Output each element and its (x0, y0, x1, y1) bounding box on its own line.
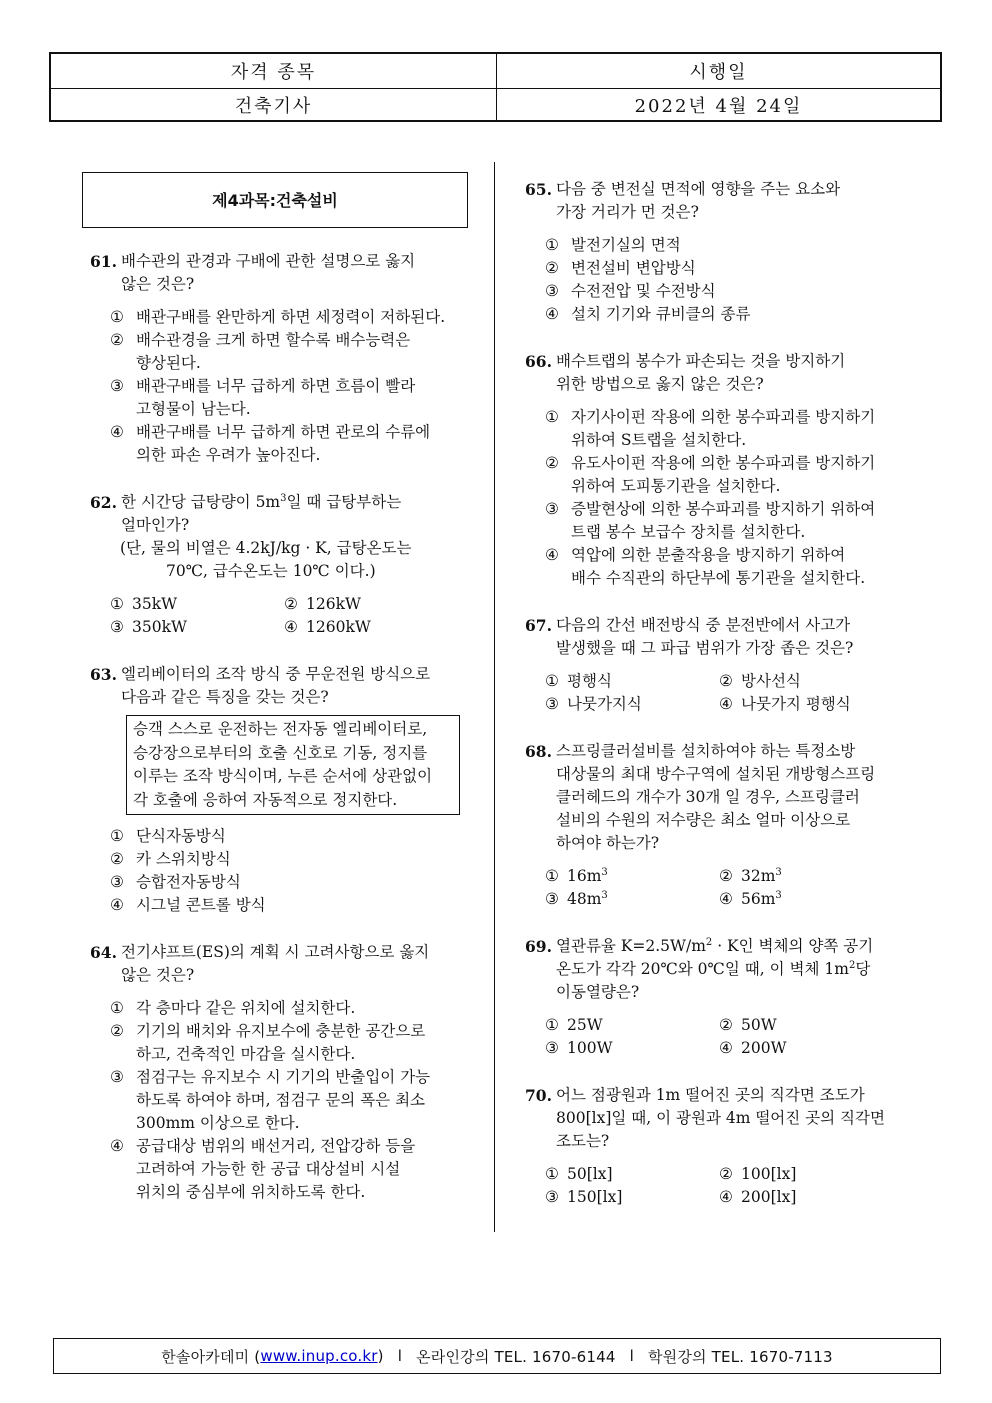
question-condition (90, 537, 480, 583)
option (545, 452, 925, 498)
option (545, 693, 719, 716)
option-text: 고형물이 남는다. (136, 400, 251, 418)
description-line: 승강장으로부터의 호출 신호로 기동, 정지를 (133, 743, 428, 762)
academy-name: 한솔아카데미 ( (161, 1347, 261, 1366)
option-marker: ① (545, 672, 559, 690)
option (110, 375, 480, 421)
option (719, 1186, 899, 1209)
option (719, 1014, 899, 1037)
option (545, 1163, 719, 1186)
option (719, 693, 899, 716)
question-number: 63. (90, 665, 117, 684)
option-marker: ④ (110, 423, 124, 441)
option-text: 16m (567, 867, 602, 885)
option (110, 1066, 480, 1135)
option-list (90, 306, 480, 467)
option-marker: ③ (110, 618, 124, 636)
option-list (90, 825, 480, 917)
option-marker: ② (719, 867, 733, 885)
option (110, 616, 284, 639)
campus-lecture-phone: 학원강의 TEL. 1670-7113 (647, 1347, 833, 1366)
column-divider (494, 162, 495, 1232)
option (110, 997, 480, 1020)
option-text: 200W (741, 1039, 787, 1057)
option-marker: ① (110, 595, 124, 613)
question-68 (525, 740, 925, 911)
option-text: 위하여 S트랩을 설치한다. (571, 431, 747, 449)
option (719, 865, 899, 888)
stem-line: 대상물의 최대 방수구역에 설치된 개방형스프링 (556, 765, 876, 783)
question-66 (525, 350, 925, 590)
stem-line: 배수관의 관경과 구배에 관한 설명으로 옳지 (121, 252, 416, 270)
option-marker: ③ (545, 890, 559, 908)
question-number: 67. (525, 616, 552, 635)
stem-line (556, 935, 925, 958)
option-marker: ① (545, 408, 559, 426)
option-marker: ② (719, 672, 733, 690)
condition-line: 70℃, 급수온도는 10℃ 이다.) (166, 562, 376, 580)
option-marker: ② (110, 331, 124, 349)
option-text: 기기의 배치와 유지보수에 충분한 공간으로 (136, 1022, 426, 1040)
description-line: 이루는 조작 방식이며, 누른 순서에 상관없이 (133, 767, 433, 785)
option-text: 수전전압 및 수전방식 (571, 282, 716, 300)
question-stem (525, 614, 925, 660)
question-stem (525, 1084, 925, 1153)
option-marker: ① (110, 827, 124, 845)
option (545, 1186, 719, 1209)
stem-line: 조도는? (556, 1132, 610, 1150)
option-marker: ① (110, 999, 124, 1017)
option (284, 593, 464, 616)
option (110, 306, 480, 329)
academy-website-link[interactable]: www.inup.co.kr (260, 1347, 378, 1365)
option-text: 자기사이펀 작용에 의한 봉수파괴를 방지하기 (571, 408, 876, 426)
table-header-row (51, 54, 940, 89)
right-column (525, 178, 925, 1233)
option-list (90, 593, 480, 639)
option-marker: ④ (719, 1188, 733, 1206)
option-text: 방사선식 (741, 672, 801, 690)
stem-line (121, 491, 480, 514)
stem-line: 전기샤프트(ES)의 계획 시 고려사항으로 옳지 (121, 943, 430, 961)
option (545, 234, 925, 257)
left-column (90, 172, 480, 1228)
superscript: 2 (705, 937, 713, 948)
stem-line: 얼마인가? (121, 516, 190, 534)
option-text: 300mm 이상으로 한다. (136, 1114, 300, 1132)
option-text: 하고, 건축적인 마감을 실시한다. (136, 1045, 356, 1063)
superscript: 3 (601, 867, 608, 878)
option-marker: ④ (110, 1137, 124, 1155)
question-number: 61. (90, 252, 117, 271)
option-text: 100[lx] (741, 1165, 797, 1183)
option-text: 트랩 봉수 보급수 장치를 설치한다. (571, 523, 806, 541)
question-stem (525, 350, 925, 396)
option-text: 공급대상 범위의 배선거리, 전압강하 등을 (136, 1137, 416, 1155)
option (110, 894, 480, 917)
option (719, 1163, 899, 1186)
question-stem (90, 663, 480, 709)
option-text: 의한 파손 우려가 높아진다. (136, 446, 321, 464)
stem-line: 배수트랩의 봉수가 파손되는 것을 방지하기 (556, 352, 846, 370)
stem-line: 다음 중 변전실 면적에 영향을 주는 요소와 (556, 180, 841, 198)
option-marker: ② (719, 1165, 733, 1183)
option-text: 변전설비 변압방식 (571, 259, 696, 277)
question-stem (525, 740, 925, 855)
option-marker: ② (110, 1022, 124, 1040)
option (545, 670, 719, 693)
option-marker: ③ (110, 377, 124, 395)
question-stem (525, 935, 925, 1004)
option-text: 하도록 하여야 하며, 점검구 문의 폭은 최소 (136, 1091, 426, 1109)
option-text: 증발현상에 의한 봉수파괴를 방지하기 위하여 (571, 500, 876, 518)
option-marker: ② (545, 454, 559, 472)
option-marker: ② (110, 850, 124, 868)
option-marker: ② (719, 1016, 733, 1034)
footer-separator: l (397, 1347, 403, 1365)
option (110, 848, 480, 871)
option-text: 카 스위치방식 (136, 850, 231, 868)
option-text: 배관구배를 너무 급하게 하면 관로의 수류에 (136, 423, 431, 441)
option (110, 329, 480, 375)
option-text: 150[lx] (567, 1188, 623, 1206)
option-text: 배관구배를 완만하게 하면 세정력이 저하된다. (136, 308, 446, 326)
option-marker: ④ (545, 546, 559, 564)
option-list (525, 406, 925, 590)
option-text: 32m (741, 867, 776, 885)
option-text: 점검구는 유지보수 시 기기의 반출입이 가능 (136, 1068, 431, 1086)
option-text: 배수 수직관의 하단부에 통기관을 설치한다. (571, 569, 866, 587)
option (545, 1037, 719, 1060)
question-stem (90, 941, 480, 987)
superscript: 3 (775, 867, 782, 878)
option-list (525, 234, 925, 326)
option-marker: ④ (545, 305, 559, 323)
stem-text: 온도가 각각 20℃와 0℃일 때, 이 벽체 1m (556, 960, 849, 978)
stem-line: 위한 방법으로 옳지 않은 것은? (556, 375, 764, 393)
stem-text: 열관류율 K=2.5W/m (556, 937, 706, 955)
option-marker: ② (545, 259, 559, 277)
stem-line: 가장 거리가 먼 것은? (556, 203, 699, 221)
option-list (525, 670, 925, 716)
option-text: 56m (741, 890, 776, 908)
option-text: 평행식 (567, 672, 612, 690)
option-text: 100W (567, 1039, 613, 1057)
stem-line: 다음의 간선 배전방식 중 분전반에서 사고가 (556, 616, 851, 634)
option-text: 위하여 도피통기관을 설치한다. (571, 477, 781, 495)
option-marker: ④ (719, 890, 733, 908)
option-marker: ③ (545, 1039, 559, 1057)
option-marker: ② (284, 595, 298, 613)
option-marker: ① (545, 867, 559, 885)
option-list (90, 997, 480, 1204)
option-marker: ④ (719, 1039, 733, 1057)
option-list (525, 1163, 925, 1209)
option (719, 888, 899, 911)
option-text: 각 층마다 같은 위치에 설치한다. (136, 999, 356, 1017)
option (110, 825, 480, 848)
option (545, 544, 925, 590)
option-text: 200[lx] (741, 1188, 797, 1206)
question-number: 66. (525, 352, 552, 371)
subject-title: 제4과목:건축설비 (82, 172, 468, 228)
online-lecture-phone: 온라인강의 TEL. 1670-6144 (416, 1347, 616, 1366)
option-marker: ① (545, 236, 559, 254)
stem-line: 이동열량은? (556, 983, 640, 1001)
option (110, 1020, 480, 1066)
option-marker: ④ (719, 695, 733, 713)
stem-line: 엘리베이터의 조작 방식 중 무운전원 방식으로 (121, 665, 431, 683)
question-number: 62. (90, 493, 117, 512)
superscript: 2 (848, 960, 856, 971)
option-text: 35kW (132, 595, 178, 613)
exam-date-label: 시행일 (689, 62, 748, 83)
description-box (126, 715, 460, 815)
question-70 (525, 1084, 925, 1209)
option-text: 역압에 의한 분출작용을 방지하기 위하여 (571, 546, 846, 564)
option-text: 배수관경을 크게 하면 할수록 배수능력은 (136, 331, 411, 349)
superscript: 3 (280, 493, 287, 504)
exam-info-table (49, 52, 942, 122)
question-stem (90, 491, 480, 537)
description-line: 각 호출에 응하여 자동적으로 정지한다. (133, 790, 398, 809)
option-text: 50[lx] (567, 1165, 613, 1183)
question-number: 64. (90, 943, 117, 962)
option-text: 126kW (306, 595, 361, 613)
option-text: 위치의 중심부에 위치하도록 한다. (136, 1183, 366, 1201)
exam-date-value: 2022년 4월 24일 (634, 96, 803, 117)
option-text: 고려하여 가능한 한 공급 대상설비 시설 (136, 1160, 401, 1178)
qualification-value: 건축기사 (51, 88, 497, 122)
option-text: 나뭇가지 평행식 (741, 695, 851, 713)
stem-line: 하여야 하는가? (556, 834, 660, 852)
option (110, 421, 480, 467)
option (545, 257, 925, 280)
option-text: 향상된다. (136, 354, 201, 372)
stem-text: 일 때 급탕부하는 (286, 493, 402, 511)
option-list (525, 1014, 925, 1060)
stem-line: 클러헤드의 개수가 30개 일 경우, 스프링클러 (556, 788, 860, 806)
stem-text: 당 (855, 960, 871, 978)
option-marker: ③ (110, 1068, 124, 1086)
option-marker: ① (545, 1016, 559, 1034)
question-number: 69. (525, 937, 552, 956)
question-stem (90, 250, 480, 296)
option-marker: ③ (545, 1188, 559, 1206)
condition-line: (단, 물의 비열은 4.2kJ/kg · K, 급탕온도는 (120, 539, 412, 557)
question-67 (525, 614, 925, 716)
stem-line: 다음과 같은 특징을 갖는 것은? (121, 688, 329, 706)
option (719, 1037, 899, 1060)
option (284, 616, 464, 639)
option (719, 670, 899, 693)
option (545, 406, 925, 452)
description-line: 승객 스스로 운전하는 전자동 엘리베이터로, (133, 720, 428, 738)
option (545, 280, 925, 303)
academy-paren: ) (377, 1347, 384, 1365)
option (545, 1014, 719, 1037)
stem-line: 어느 점광원과 1m 떨어진 곳의 직각면 조도가 (556, 1086, 865, 1104)
stem-line: 800[lx]일 때, 이 광원과 4m 떨어진 곳의 직각면 (556, 1109, 885, 1127)
qualification-label: 자격 종목 (51, 54, 497, 88)
stem-line (556, 958, 925, 981)
option-text: 발전기실의 면적 (571, 236, 681, 254)
option-marker: ③ (545, 282, 559, 300)
stem-line: 발생했을 때 그 파급 범위가 가장 좁은 것은? (556, 639, 854, 657)
question-62 (90, 491, 480, 639)
question-69 (525, 935, 925, 1060)
question-65 (525, 178, 925, 326)
stem-line: 설비의 수원의 저수량은 최소 얼마 이상으로 (556, 811, 851, 829)
superscript: 3 (601, 890, 608, 901)
superscript: 3 (775, 890, 782, 901)
option-text: 단식자동방식 (136, 827, 226, 845)
option-text: 50W (741, 1016, 777, 1034)
option-text: 48m (567, 890, 602, 908)
footer-separator: l (629, 1347, 634, 1365)
question-number: 65. (525, 180, 552, 199)
question-number: 70. (525, 1086, 552, 1105)
option-marker: ③ (545, 500, 559, 518)
option-marker: ④ (284, 618, 298, 636)
question-stem (525, 178, 925, 224)
stem-line: 않은 것은? (121, 966, 195, 984)
option-text: 배관구배를 너무 급하게 하면 흐름이 빨라 (136, 377, 416, 395)
option-marker: ① (110, 308, 124, 326)
option-marker: ③ (545, 695, 559, 713)
option-text: 1260kW (306, 618, 371, 636)
option-list (525, 865, 925, 911)
option-text: 25W (567, 1016, 603, 1034)
stem-text: 한 시간당 급탕량이 5m (121, 493, 281, 511)
question-61 (90, 250, 480, 467)
option (545, 865, 719, 888)
question-63 (90, 663, 480, 917)
option (110, 871, 480, 894)
question-number: 68. (525, 742, 552, 761)
option (545, 888, 719, 911)
option (110, 593, 284, 616)
option-text: 설치 기기와 큐비클의 종류 (571, 305, 751, 323)
option-text: 승합전자동방식 (136, 873, 241, 891)
stem-line: 않은 것은? (121, 275, 195, 293)
option-marker: ③ (110, 873, 124, 891)
option (545, 498, 925, 544)
table-value-row (51, 88, 940, 122)
question-64 (90, 941, 480, 1204)
stem-text: · K인 벽체의 양쪽 공기 (712, 937, 874, 955)
stem-line: 스프링클러설비를 설치하여야 하는 특정소방 (556, 742, 856, 760)
option-text: 350kW (132, 618, 187, 636)
option-marker: ④ (110, 896, 124, 914)
option (545, 303, 925, 326)
option-text: 시그널 콘트롤 방식 (136, 896, 266, 914)
option-marker: ① (545, 1165, 559, 1183)
page-footer (53, 1338, 941, 1374)
option (110, 1135, 480, 1204)
option-text: 유도사이펀 작용에 의한 봉수파괴를 방지하기 (571, 454, 876, 472)
option-text: 나뭇가지식 (567, 695, 642, 713)
